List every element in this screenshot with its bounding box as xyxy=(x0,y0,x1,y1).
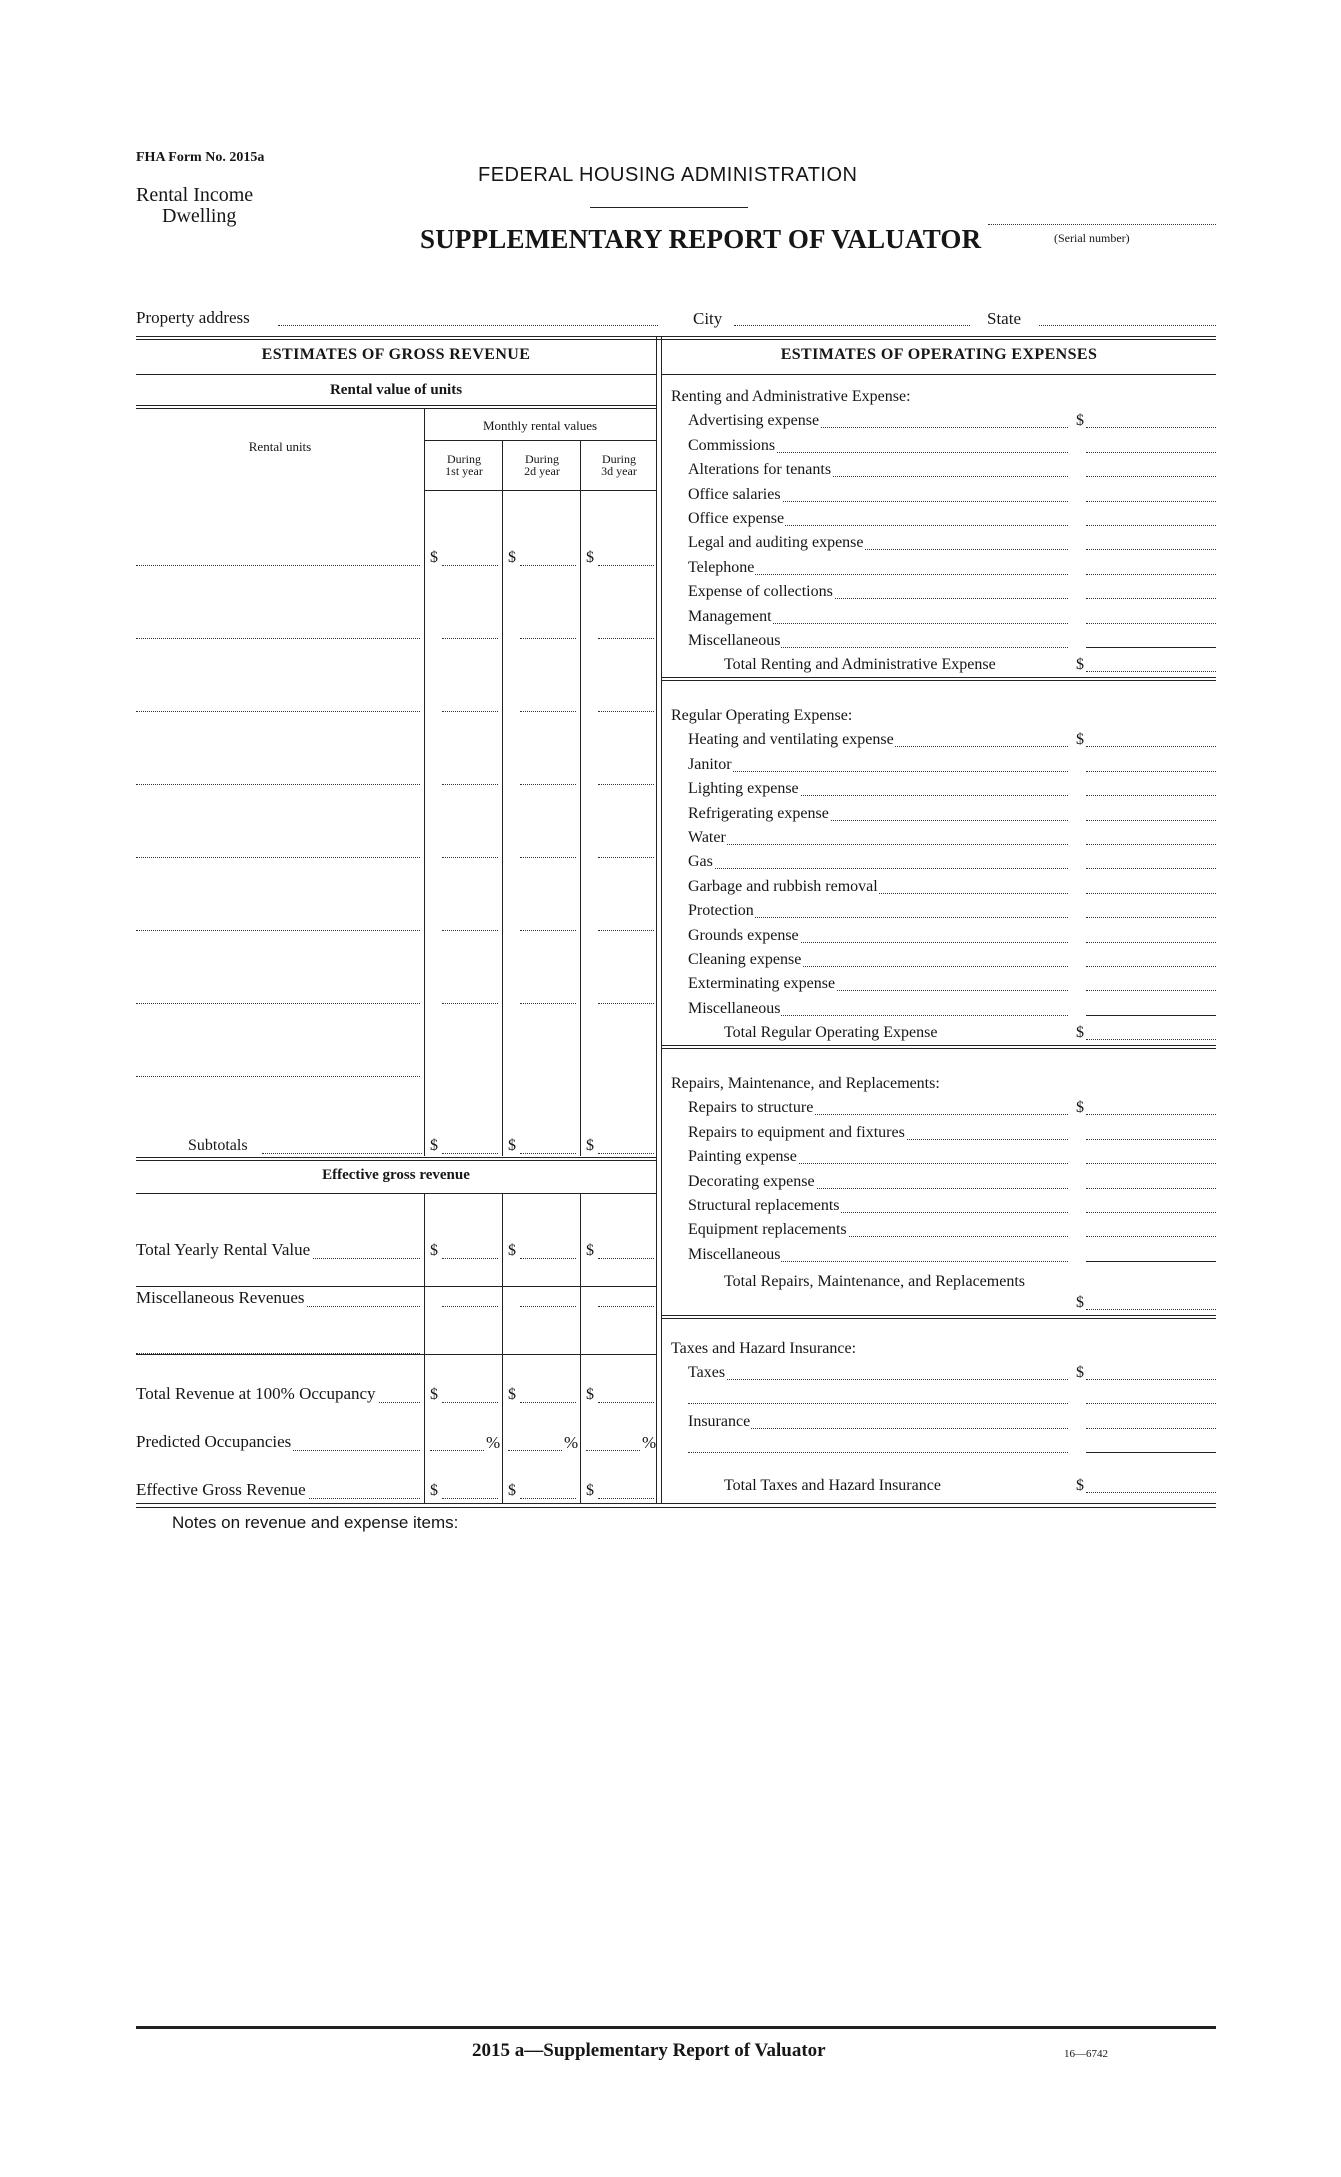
expense-amount-field[interactable] xyxy=(1086,1015,1216,1016)
expense-item-label: Protection xyxy=(688,902,754,920)
expense-amount-field[interactable] xyxy=(1086,574,1216,575)
year-1-header: During 1st year xyxy=(445,452,483,478)
rental-units-label: Rental units xyxy=(248,439,312,454)
section-divider xyxy=(662,1315,1216,1316)
expense-item-label: Miscellaneous xyxy=(688,1245,781,1263)
expense-amount-field[interactable] xyxy=(1086,1188,1216,1189)
expense-amount-field[interactable] xyxy=(1086,427,1216,428)
form-number: FHA Form No. 2015a xyxy=(136,150,265,165)
revenue-value-field[interactable] xyxy=(520,1402,576,1403)
revenue-row-label: Total Yearly Rental Value xyxy=(136,1240,311,1259)
monthly-rental-label: Monthly rental values xyxy=(482,418,598,433)
dollar-sign: $ xyxy=(508,1482,516,1499)
revenue-value-field[interactable] xyxy=(442,1402,498,1403)
expense-item-label: Miscellaneous xyxy=(688,632,781,649)
agency-name: FEDERAL HOUSING ADMINISTRATION xyxy=(478,164,858,186)
expense-amount-field[interactable] xyxy=(1086,623,1216,624)
expense-section-heading: Repairs, Maintenance, and Replacements: xyxy=(671,1075,940,1092)
expense-amount-field[interactable] xyxy=(1086,1163,1216,1164)
expense-item-label: Expense of collections xyxy=(688,583,833,601)
rental-value-field[interactable] xyxy=(598,1003,654,1004)
expense-item-leader xyxy=(688,1379,1068,1380)
rental-value-field[interactable] xyxy=(520,711,576,712)
revenue-value-field[interactable] xyxy=(598,1402,654,1403)
dollar-sign: $ xyxy=(1076,731,1084,749)
expense-item-leader xyxy=(688,844,1068,845)
rental-unit-field[interactable] xyxy=(136,711,420,712)
expense-amount-field[interactable] xyxy=(1086,771,1216,772)
expense-item-label: Advertising expense xyxy=(688,412,820,430)
expense-item-label: Exterminating expense xyxy=(688,975,836,993)
section-divider xyxy=(662,1048,1216,1049)
subtotals-label: Subtotals xyxy=(188,1137,248,1154)
revenue-value-field[interactable] xyxy=(442,1306,498,1307)
dollar-sign: $ xyxy=(508,549,516,566)
expense-item-label: Repairs to structure xyxy=(688,1099,814,1117)
subtotal-y2-dollar: $ xyxy=(508,1137,516,1154)
property-address-label: Property address xyxy=(136,308,250,327)
expense-item-label: Cleaning expense xyxy=(688,951,802,968)
dollar-sign: $ xyxy=(586,1242,594,1259)
expense-item-label: Alterations for tenants xyxy=(688,461,832,479)
expense-item-label: Management xyxy=(688,607,772,625)
expense-total-label: Total Regular Operating Expense xyxy=(724,1024,938,1042)
revenue-row-label: Total Revenue at 100% Occupancy xyxy=(136,1384,376,1403)
dollar-sign: $ xyxy=(586,1482,594,1499)
section-divider xyxy=(662,677,1216,678)
expense-amount-field[interactable] xyxy=(1086,1114,1216,1115)
rental-value-field[interactable] xyxy=(598,638,654,639)
rental-value-field[interactable] xyxy=(598,857,654,858)
notes-label: Notes on revenue and expense items: xyxy=(172,1513,459,1532)
rental-value-field[interactable] xyxy=(442,638,498,639)
revenue-value-field[interactable] xyxy=(598,1498,654,1499)
dollar-sign: $ xyxy=(1076,1477,1084,1495)
city-label: City xyxy=(693,309,723,328)
expense-amount-field[interactable] xyxy=(1086,1139,1216,1140)
dollar-sign: $ xyxy=(508,1386,516,1403)
rental-unit-field[interactable] xyxy=(136,1076,420,1077)
state-label: State xyxy=(987,309,1021,328)
dollar-sign: $ xyxy=(430,1242,438,1259)
section-divider xyxy=(662,680,1216,681)
footer-code: 16—6742 xyxy=(1064,2048,1108,2060)
expense-amount-field[interactable] xyxy=(1086,746,1216,747)
property-address-field[interactable] xyxy=(278,325,658,326)
expense-total-label: Total Repairs, Maintenance, and Replacements xyxy=(724,1273,1025,1291)
dollar-sign: $ xyxy=(1076,1294,1084,1312)
rental-value-field[interactable] xyxy=(442,930,498,931)
dollar-sign: $ xyxy=(430,549,438,566)
tax-extra-line[interactable] xyxy=(688,1403,1068,1404)
revenue-row-label: Predicted Occupancies xyxy=(136,1432,292,1451)
rental-value-field[interactable] xyxy=(520,930,576,931)
expense-amount-field[interactable] xyxy=(1086,1212,1216,1213)
expense-item-label: Commissions xyxy=(688,436,776,454)
revenue-value-field[interactable] xyxy=(520,1258,576,1259)
form-type-line-2: Dwelling xyxy=(162,205,237,227)
expense-item-label: Legal and auditing expense xyxy=(688,534,864,552)
rental-value-field[interactable] xyxy=(598,784,654,785)
expense-amount-field[interactable] xyxy=(1086,893,1216,894)
expense-item-label: Office expense xyxy=(688,510,785,527)
expense-amount-field[interactable] xyxy=(1086,1428,1216,1429)
expense-amount-field[interactable] xyxy=(1086,1236,1216,1237)
expense-amount-field[interactable] xyxy=(1086,966,1216,967)
state-field[interactable] xyxy=(1039,325,1216,326)
dollar-sign: $ xyxy=(586,1386,594,1403)
expense-section-heading: Renting and Administrative Expense: xyxy=(671,388,911,405)
dollar-sign: $ xyxy=(508,1242,516,1259)
expense-item-label: Lighting expense xyxy=(688,780,799,798)
expense-item-label: Water xyxy=(688,829,726,846)
rental-value-field[interactable] xyxy=(520,857,576,858)
dollar-sign: $ xyxy=(586,549,594,566)
expense-amount-field[interactable] xyxy=(1086,476,1216,477)
expense-item-label: Janitor xyxy=(688,755,732,773)
expense-amount-field[interactable] xyxy=(1086,501,1216,502)
expense-item-label: Refrigerating expense xyxy=(688,804,829,822)
expense-amount-field[interactable] xyxy=(1086,844,1216,845)
dollar-sign: $ xyxy=(1076,656,1084,674)
operating-expenses-heading: ESTIMATES OF OPERATING EXPENSES xyxy=(780,346,1098,363)
rental-value-field[interactable] xyxy=(442,784,498,785)
expense-section-heading: Regular Operating Expense: xyxy=(671,707,853,724)
row-divider xyxy=(136,1354,656,1355)
expense-total-label: Total Renting and Administrative Expense xyxy=(724,656,996,674)
revenue-value-field[interactable] xyxy=(442,1258,498,1259)
expense-item-label: Miscellaneous xyxy=(688,999,781,1017)
dollar-sign: $ xyxy=(430,1386,438,1403)
revenue-value-field[interactable] xyxy=(520,1498,576,1499)
expense-amount-field[interactable] xyxy=(1086,1261,1216,1262)
dollar-sign: $ xyxy=(1076,1099,1084,1117)
expense-amount-field[interactable] xyxy=(1086,917,1216,918)
expense-item-label: Repairs to equipment and fixtures xyxy=(688,1123,905,1141)
form-type-line-1: Rental Income xyxy=(136,184,254,206)
subtotal-y2-field[interactable] xyxy=(520,1153,576,1154)
dollar-sign: $ xyxy=(1076,412,1084,430)
dollar-sign: $ xyxy=(430,1482,438,1499)
revenue-row-label: Miscellaneous Revenues xyxy=(136,1288,305,1307)
expense-item-label: Taxes xyxy=(688,1364,726,1382)
expense-amount-field[interactable] xyxy=(1086,525,1216,526)
year-3-header: During 3d year xyxy=(601,452,637,478)
gross-revenue-heading: ESTIMATES OF GROSS REVENUE xyxy=(261,346,531,363)
footer-title: 2015 a—Supplementary Report of Valuator xyxy=(472,2040,826,2061)
rental-value-field[interactable] xyxy=(520,638,576,639)
expense-item-leader xyxy=(688,868,1068,869)
tax-extra-line[interactable] xyxy=(688,1452,1068,1453)
expense-item-label: Insurance xyxy=(688,1412,751,1430)
expense-amount-field[interactable] xyxy=(1086,549,1216,550)
expense-amount-field[interactable] xyxy=(1086,647,1216,648)
revenue-value-field[interactable] xyxy=(508,1450,562,1451)
expense-section-heading: Taxes and Hazard Insurance: xyxy=(671,1340,857,1357)
dollar-sign: $ xyxy=(1076,1364,1084,1382)
expense-item-label: Equipment replacements xyxy=(688,1221,847,1239)
expense-total-field[interactable] xyxy=(1086,1492,1216,1493)
revenue-row-label: Effective Gross Revenue xyxy=(136,1480,306,1499)
expense-item-label: Painting expense xyxy=(688,1148,797,1166)
revenue-value-field[interactable] xyxy=(520,1306,576,1307)
subtotal-y1-field[interactable] xyxy=(442,1153,498,1154)
serial-number-label: (Serial number) xyxy=(1054,231,1130,245)
subtotal-y3-field[interactable] xyxy=(598,1153,654,1154)
expense-item-label: Garbage and rubbish removal xyxy=(688,877,878,895)
rental-value-field[interactable] xyxy=(442,565,498,566)
rental-unit-field[interactable] xyxy=(136,565,420,566)
revenue-value-field[interactable] xyxy=(598,1258,654,1259)
expense-item-label: Grounds expense xyxy=(688,926,799,944)
rental-value-field[interactable] xyxy=(598,930,654,931)
expense-total-label: Total Taxes and Hazard Insurance xyxy=(724,1477,941,1495)
rental-value-field[interactable] xyxy=(520,784,576,785)
expense-total-field[interactable] xyxy=(1086,1039,1216,1040)
effective-gross-heading: Effective gross revenue xyxy=(322,1167,470,1183)
page-title: SUPPLEMENTARY REPORT OF VALUATOR xyxy=(420,224,982,254)
city-field[interactable] xyxy=(734,325,970,326)
rental-value-field[interactable] xyxy=(442,711,498,712)
expense-amount-field[interactable] xyxy=(1086,452,1216,453)
rental-value-field[interactable] xyxy=(598,711,654,712)
year-2-header: During 2d year xyxy=(524,452,560,478)
percent-sign: % xyxy=(564,1433,579,1452)
expense-item-label: Decorating expense xyxy=(688,1172,815,1190)
dollar-sign: $ xyxy=(1076,1024,1084,1042)
rental-unit-field[interactable] xyxy=(136,784,420,785)
expense-amount-field[interactable] xyxy=(1086,942,1216,943)
revenue-value-field[interactable] xyxy=(598,1306,654,1307)
subtotal-y1-dollar: $ xyxy=(430,1137,438,1154)
percent-sign: % xyxy=(486,1433,501,1452)
revenue-value-field[interactable] xyxy=(586,1450,640,1451)
rental-value-heading: Rental value of units xyxy=(329,382,463,398)
revenue-value-field[interactable] xyxy=(442,1498,498,1499)
expense-amount-field[interactable] xyxy=(1086,868,1216,869)
rental-unit-field[interactable] xyxy=(136,638,420,639)
row-divider xyxy=(136,1286,656,1287)
serial-number-field[interactable] xyxy=(988,224,1216,225)
percent-sign: % xyxy=(642,1433,657,1452)
section-divider xyxy=(662,1318,1216,1319)
tax-extra-amount[interactable] xyxy=(1086,1452,1216,1453)
expense-item-leader xyxy=(688,771,1068,772)
expense-item-label: Office salaries xyxy=(688,485,781,503)
rental-value-field[interactable] xyxy=(520,1003,576,1004)
expense-item-label: Structural replacements xyxy=(688,1197,840,1214)
expense-item-label: Heating and ventilating expense xyxy=(688,731,894,749)
expense-item-label: Gas xyxy=(688,853,713,871)
expense-amount-field[interactable] xyxy=(1086,990,1216,991)
expense-item-label: Telephone xyxy=(688,558,755,576)
expense-amount-field[interactable] xyxy=(1086,820,1216,821)
rental-value-field[interactable] xyxy=(442,1003,498,1004)
section-divider xyxy=(662,1045,1216,1046)
expense-amount-field[interactable] xyxy=(1086,1379,1216,1380)
rental-unit-field[interactable] xyxy=(136,857,420,858)
revenue-value-field[interactable] xyxy=(430,1450,484,1451)
subtotal-y3-dollar: $ xyxy=(586,1137,594,1154)
expense-total-field[interactable] xyxy=(1086,1309,1216,1310)
rental-value-field[interactable] xyxy=(520,565,576,566)
rental-value-field[interactable] xyxy=(598,565,654,566)
tax-extra-amount[interactable] xyxy=(1086,1403,1216,1404)
expense-total-field[interactable] xyxy=(1086,671,1216,672)
rental-unit-field[interactable] xyxy=(136,1003,420,1004)
row-divider xyxy=(136,1353,420,1354)
rental-value-field[interactable] xyxy=(442,857,498,858)
expense-amount-field[interactable] xyxy=(1086,598,1216,599)
expense-amount-field[interactable] xyxy=(1086,795,1216,796)
rental-unit-field[interactable] xyxy=(136,930,420,931)
